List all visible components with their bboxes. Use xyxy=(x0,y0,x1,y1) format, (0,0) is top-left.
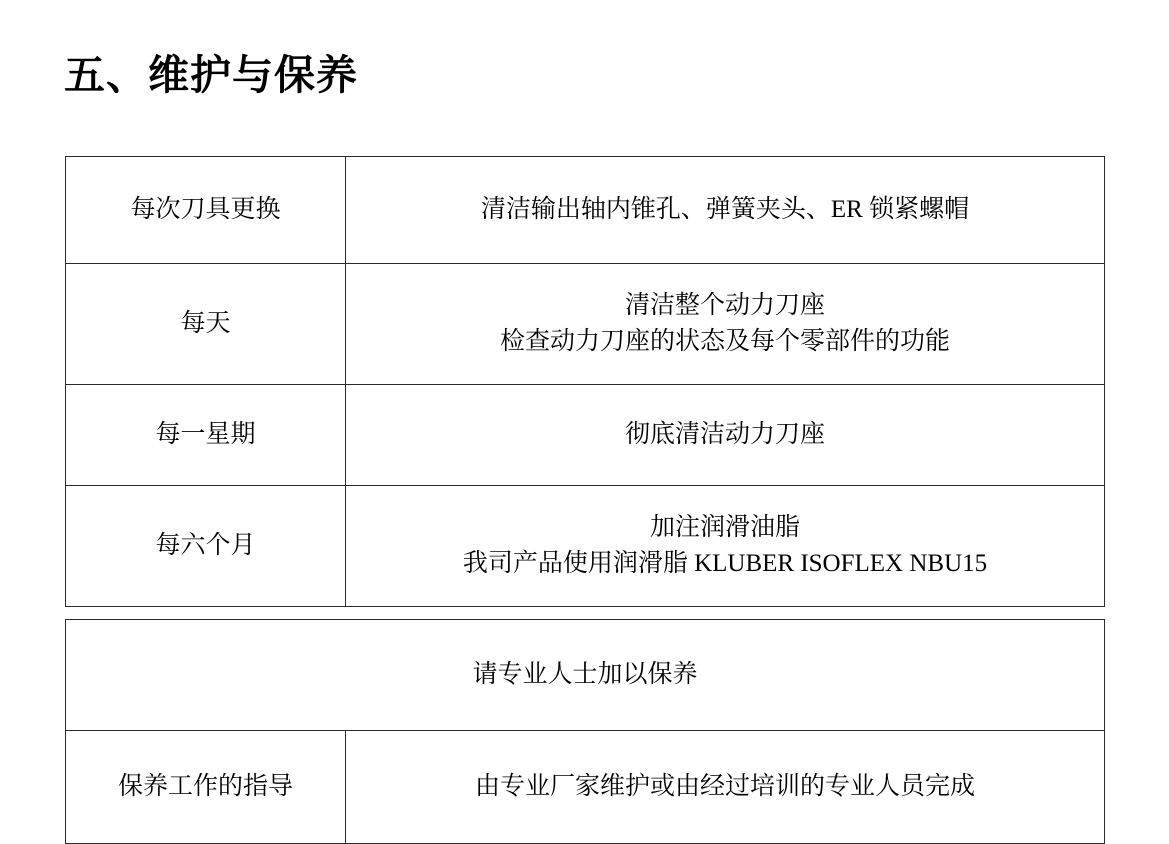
table-row xyxy=(66,731,1105,844)
table-row xyxy=(66,486,1105,607)
maintenance-task-line: 加注润滑油脂 xyxy=(649,513,800,541)
service-note-cell: 请专业人士加以保养 xyxy=(66,620,1105,731)
table-row xyxy=(66,620,1105,731)
maintenance-interval-cell: 每次刀具更换 xyxy=(66,157,346,264)
maintenance-task-cell xyxy=(346,385,1105,486)
table-row xyxy=(66,264,1105,385)
maintenance-task-line: 彻底清洁动力刀座 xyxy=(624,420,825,448)
maintenance-task-cell xyxy=(346,157,1105,264)
maintenance-task-line: 我司产品使用润滑脂 KLUBER ISOFLEX NBU15 xyxy=(462,550,988,577)
table-row xyxy=(66,157,1105,264)
maintenance-interval-cell: 每一星期 xyxy=(66,385,346,486)
professional-service-table xyxy=(65,619,1105,844)
service-value-cell: 由专业厂家维护或由经过培训的专业人员完成 xyxy=(346,731,1105,844)
maintenance-task-cell xyxy=(346,486,1105,607)
page-title: 五、维护与保养 xyxy=(64,52,358,99)
maintenance-task-line: 检查动力刀座的状态及每个零部件的功能 xyxy=(499,328,950,355)
table-row xyxy=(66,385,1105,486)
maintenance-schedule-table xyxy=(65,156,1105,607)
maintenance-interval-cell: 每天 xyxy=(66,264,346,385)
maintenance-task-line: 清洁整个动力刀座 xyxy=(624,291,825,319)
maintenance-task-line: 清洁输出轴内锥孔、弹簧夹头、ER 锁紧螺帽 xyxy=(480,195,970,223)
maintenance-task-cell xyxy=(346,264,1105,385)
maintenance-interval-cell: 每六个月 xyxy=(66,486,346,607)
service-label-cell: 保养工作的指导 xyxy=(66,731,346,844)
